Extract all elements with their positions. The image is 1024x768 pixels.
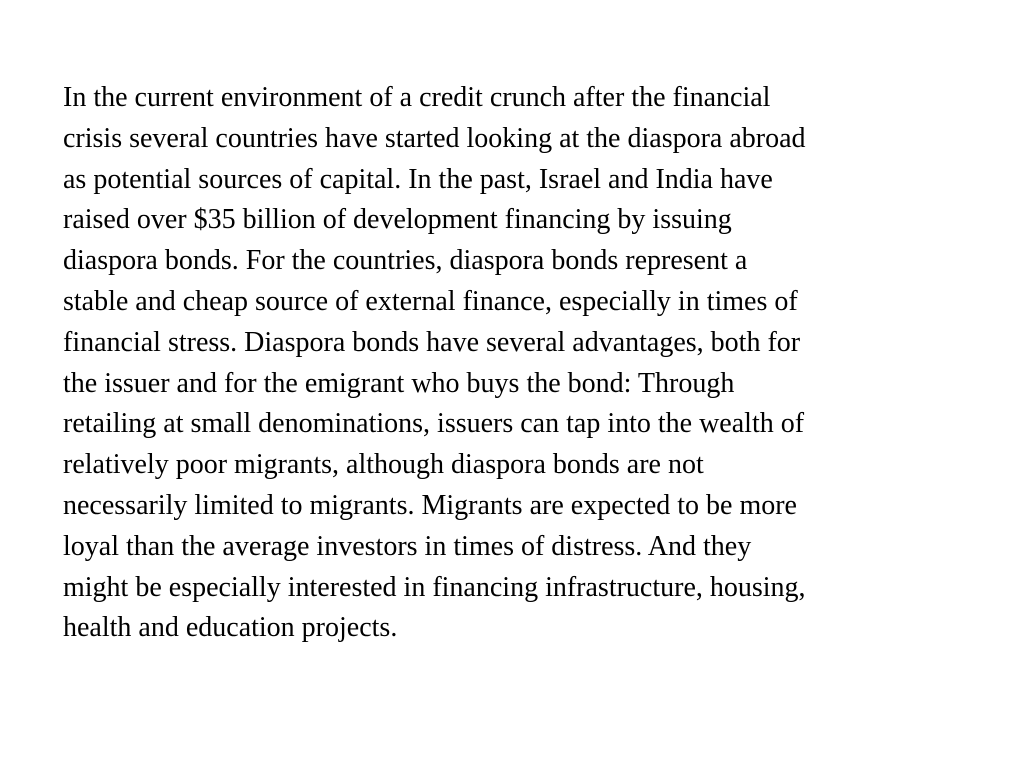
paragraph-line: crisis several countries have started looking at the diaspora abroad [63,122,806,154]
paragraph-line: health and education projects. [63,612,398,644]
paragraph-line: relatively poor migrants, although diaspora bonds are not [63,449,704,481]
paragraph-line: necessarily limited to migrants. Migrants are expected to be more [63,489,797,521]
paragraph-line: diaspora bonds. For the countries, diaspora bonds represent a [63,245,748,277]
paragraph-line: stable and cheap source of external finance, especially in times of [63,285,798,317]
paragraph-line: the issuer and for the emigrant who buys the bond: Through [63,367,735,399]
paragraph-line: raised over $35 billion of development financing by issuing [63,204,732,236]
paragraph-line: retailing at small denominations, issuers can tap into the wealth of [63,408,805,440]
paragraph-line: In the current environment of a credit crunch after the financial [63,82,771,113]
paragraph-line: financial stress. Diaspora bonds have several advantages, both for [63,326,801,358]
body-paragraph [63,78,983,649]
paragraph-line: might be especially interested in financing infrastructure, housing, [63,571,806,603]
paragraph-line: as potential sources of capital. In the past, Israel and India have [63,163,773,195]
paragraph-line: loyal than the average investors in times of distress. And they [63,530,752,562]
